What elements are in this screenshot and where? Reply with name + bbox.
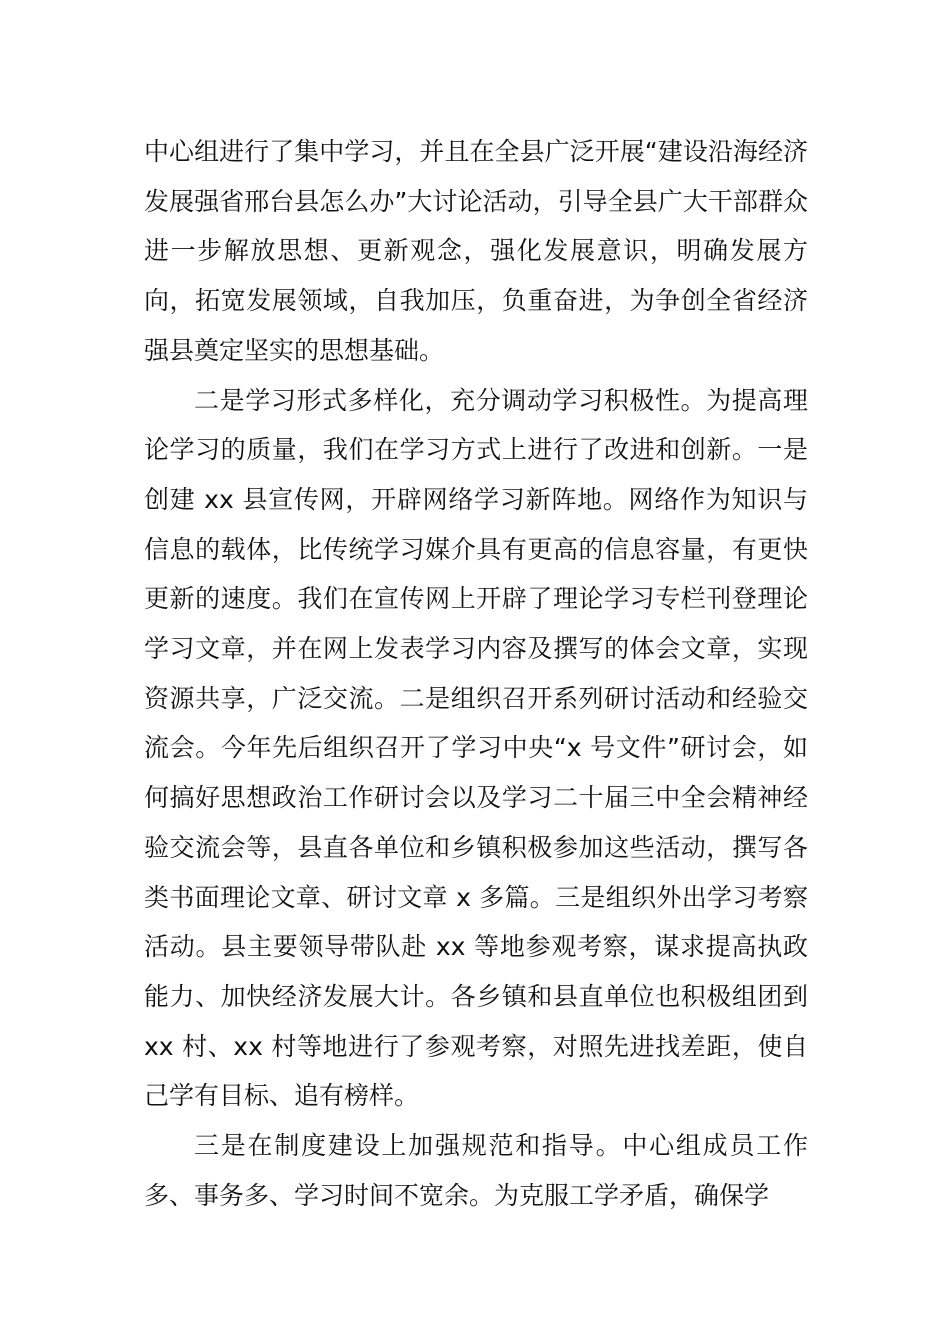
paragraph-system-building: 三是在制度建设上加强规范和指导。中心组成员工作多、事务多、学习时间不宽余。为克服工学矛盾，确保学 [144, 1131, 808, 1210]
document-body [144, 127, 808, 1220]
paragraph-continuation: 中心组进行了集中学习，并且在全县广泛开展“建设沿海经济发展强省邢台县怎么办”大讨论活动，引导全县广大干部群众进一步解放思想、更新观念，强化发展意识，明确发展方向，拓宽发展领域，自我加压，负重奋进，为争创全省经济强县奠定坚实的思想基础。 [144, 137, 808, 365]
paragraph-study-forms: 二是学习形式多样化，充分调动学习积极性。为提高理论学习的质量，我们在学习方式上进行了改进和创新。一是创建 xx 县宣传网，开辟网络学习新阵地。网络作为知识与信息的载体，比传统学习媒介具有更高的信息容量，有更快更新的速度。我们在宣传网上开辟了理论学习专栏刊登理论学习文章，并在网上发表学习内容及撰写的体会文章，实现资源共享，广泛交流。二是组织召开系列研讨活动和经验交流会。今年先后组织召开了学习中央“x 号文件”研讨会，如何搞好思想政治工作研讨会以及学习二十届三中全会精神经验交流会等，县直各单位和乡镇积极参加这些活动，撰写各类书面理论文章、研讨文章 x 多篇。三是组织外出学习考察活动。县主要领导带队赴 xx 等地参观考察，谋求提高执政能力、加快经济发展大计。各乡镇和县直单位也积极组团到 xx 村、xx 村等地进行了参观考察，对照先进找差距，使自己学有目标、追有榜样。 [144, 385, 808, 1111]
